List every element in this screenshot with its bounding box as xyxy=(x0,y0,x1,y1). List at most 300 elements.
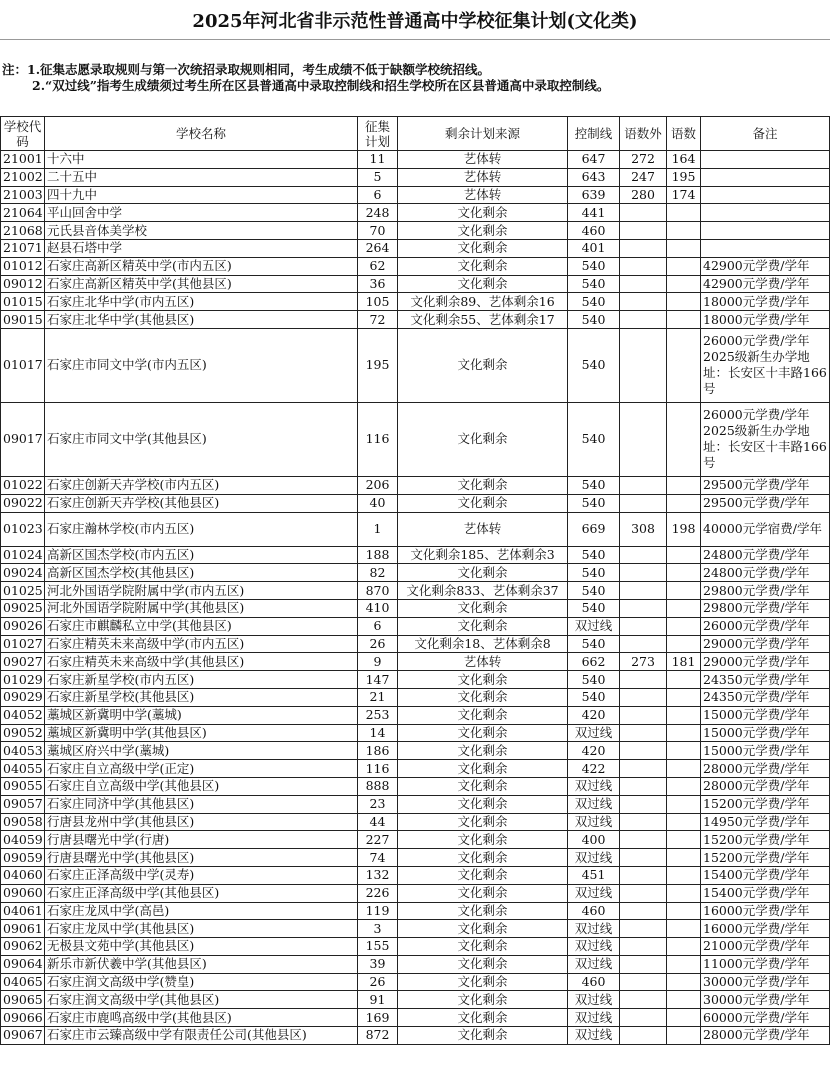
table-row xyxy=(1,831,830,849)
cell-name: 石家庄高新区精英中学(市内五区) xyxy=(45,257,358,275)
cell-plan: 186 xyxy=(358,742,398,760)
cell-outside xyxy=(620,671,667,689)
cell-code: 04061 xyxy=(1,902,45,920)
cell-source: 文化剩余 xyxy=(398,204,568,222)
table-row xyxy=(1,991,830,1009)
cell-source: 文化剩余 xyxy=(398,239,568,257)
cell-source: 文化剩余18、艺体剩余8 xyxy=(398,635,568,653)
plan-table xyxy=(0,116,830,1045)
cell-remark: 29000元学费/学年 xyxy=(701,635,830,653)
cell-plan: 6 xyxy=(358,186,398,204)
cell-code: 09059 xyxy=(1,849,45,867)
cell-code: 04055 xyxy=(1,760,45,778)
cell-chmath xyxy=(667,955,701,973)
cell-control: 422 xyxy=(568,760,620,778)
cell-plan: 74 xyxy=(358,849,398,867)
cell-outside xyxy=(620,582,667,600)
cell-outside: 273 xyxy=(620,653,667,671)
cell-name: 石家庄瀚林学校(市内五区) xyxy=(45,512,358,546)
cell-control: 双过线 xyxy=(568,938,620,956)
cell-remark: 15000元学费/学年 xyxy=(701,724,830,742)
table-row xyxy=(1,617,830,635)
cell-plan: 44 xyxy=(358,813,398,831)
cell-chmath xyxy=(667,494,701,512)
cell-control: 双过线 xyxy=(568,884,620,902)
table-row xyxy=(1,688,830,706)
cell-name: 石家庄市同文中学(市内五区) xyxy=(45,328,358,402)
cell-control: 460 xyxy=(568,973,620,991)
cell-remark: 14950元学费/学年 xyxy=(701,813,830,831)
cell-chmath xyxy=(667,760,701,778)
header-code: 学校代码 xyxy=(1,117,45,151)
header-outside: 语数外 xyxy=(620,117,667,151)
cell-remark: 30000元学费/学年 xyxy=(701,973,830,991)
cell-remark: 28000元学费/学年 xyxy=(701,777,830,795)
cell-remark: 15200元学费/学年 xyxy=(701,795,830,813)
cell-control: 639 xyxy=(568,186,620,204)
cell-name: 石家庄自立高级中学(其他县区) xyxy=(45,777,358,795)
cell-remark: 29800元学费/学年 xyxy=(701,582,830,600)
cell-chmath xyxy=(667,688,701,706)
cell-remark: 15400元学费/学年 xyxy=(701,866,830,884)
cell-name: 石家庄润文高级中学(其他县区) xyxy=(45,991,358,1009)
cell-remark: 42900元学费/学年 xyxy=(701,275,830,293)
cell-plan: 870 xyxy=(358,582,398,600)
cell-remark xyxy=(701,239,830,257)
cell-remark: 29800元学费/学年 xyxy=(701,599,830,617)
cell-source: 文化剩余 xyxy=(398,494,568,512)
cell-source: 文化剩余833、艺体剩余37 xyxy=(398,582,568,600)
cell-source: 文化剩余 xyxy=(398,884,568,902)
cell-control: 540 xyxy=(568,311,620,329)
cell-control: 451 xyxy=(568,866,620,884)
cell-source: 文化剩余 xyxy=(398,955,568,973)
cell-source: 文化剩余 xyxy=(398,1009,568,1027)
cell-name: 行唐县曙光中学(行唐) xyxy=(45,831,358,849)
cell-control: 540 xyxy=(568,293,620,311)
cell-code: 09027 xyxy=(1,653,45,671)
cell-code: 09022 xyxy=(1,494,45,512)
cell-chmath xyxy=(667,311,701,329)
cell-plan: 264 xyxy=(358,239,398,257)
cell-code: 01022 xyxy=(1,476,45,494)
table-row xyxy=(1,476,830,494)
header-remark: 备注 xyxy=(701,117,830,151)
cell-outside xyxy=(620,599,667,617)
table-row xyxy=(1,724,830,742)
table-row xyxy=(1,151,830,169)
cell-plan: 82 xyxy=(358,564,398,582)
table-row xyxy=(1,328,830,402)
cell-chmath xyxy=(667,742,701,760)
cell-chmath: 195 xyxy=(667,168,701,186)
table-row xyxy=(1,813,830,831)
cell-remark: 21000元学费/学年 xyxy=(701,938,830,956)
cell-outside xyxy=(620,795,667,813)
cell-control: 540 xyxy=(568,671,620,689)
cell-plan: 119 xyxy=(358,902,398,920)
cell-source: 文化剩余 xyxy=(398,973,568,991)
table-row xyxy=(1,955,830,973)
table-row xyxy=(1,671,830,689)
cell-control: 420 xyxy=(568,706,620,724)
table-row xyxy=(1,186,830,204)
cell-chmath xyxy=(667,831,701,849)
cell-source: 文化剩余 xyxy=(398,617,568,635)
table-row xyxy=(1,706,830,724)
cell-control: 540 xyxy=(568,494,620,512)
cell-outside xyxy=(620,938,667,956)
cell-plan: 195 xyxy=(358,328,398,402)
title-divider xyxy=(0,39,830,40)
cell-plan: 410 xyxy=(358,599,398,617)
cell-control: 双过线 xyxy=(568,991,620,1009)
cell-source: 文化剩余55、艺体剩余17 xyxy=(398,311,568,329)
cell-source: 文化剩余 xyxy=(398,777,568,795)
cell-chmath xyxy=(667,777,701,795)
table-row xyxy=(1,760,830,778)
cell-chmath xyxy=(667,476,701,494)
cell-source: 文化剩余 xyxy=(398,991,568,1009)
cell-outside xyxy=(620,204,667,222)
cell-chmath xyxy=(667,866,701,884)
cell-code: 04052 xyxy=(1,706,45,724)
header-control: 控制线 xyxy=(568,117,620,151)
cell-remark: 18000元学费/学年 xyxy=(701,311,830,329)
cell-code: 09060 xyxy=(1,884,45,902)
cell-source: 文化剩余 xyxy=(398,849,568,867)
cell-plan: 23 xyxy=(358,795,398,813)
cell-control: 420 xyxy=(568,742,620,760)
table-row xyxy=(1,402,830,476)
cell-chmath xyxy=(667,724,701,742)
cell-remark: 11000元学费/学年 xyxy=(701,955,830,973)
cell-name: 石家庄正泽高级中学(其他县区) xyxy=(45,884,358,902)
cell-chmath xyxy=(667,706,701,724)
cell-source: 文化剩余 xyxy=(398,742,568,760)
cell-plan: 14 xyxy=(358,724,398,742)
cell-remark xyxy=(701,186,830,204)
cell-name: 高新区国杰学校(市内五区) xyxy=(45,546,358,564)
table-row xyxy=(1,938,830,956)
cell-control: 双过线 xyxy=(568,1027,620,1045)
cell-plan: 116 xyxy=(358,402,398,476)
cell-control: 441 xyxy=(568,204,620,222)
cell-outside xyxy=(620,706,667,724)
cell-code: 04065 xyxy=(1,973,45,991)
cell-code: 09055 xyxy=(1,777,45,795)
cell-name: 二十五中 xyxy=(45,168,358,186)
cell-name: 石家庄北华中学(其他县区) xyxy=(45,311,358,329)
cell-outside xyxy=(620,920,667,938)
cell-chmath: 164 xyxy=(667,151,701,169)
cell-code: 01023 xyxy=(1,512,45,546)
cell-chmath xyxy=(667,599,701,617)
cell-code: 09017 xyxy=(1,402,45,476)
cell-name: 四十九中 xyxy=(45,186,358,204)
cell-plan: 1 xyxy=(358,512,398,546)
cell-code: 09026 xyxy=(1,617,45,635)
cell-source: 艺体转 xyxy=(398,186,568,204)
cell-code: 09015 xyxy=(1,311,45,329)
cell-plan: 206 xyxy=(358,476,398,494)
table-row xyxy=(1,902,830,920)
cell-chmath xyxy=(667,546,701,564)
cell-name: 河北外国语学院附属中学(其他县区) xyxy=(45,599,358,617)
cell-chmath xyxy=(667,222,701,240)
cell-plan: 188 xyxy=(358,546,398,564)
cell-name: 元氏县音体美学校 xyxy=(45,222,358,240)
cell-control: 401 xyxy=(568,239,620,257)
cell-plan: 147 xyxy=(358,671,398,689)
cell-code: 21064 xyxy=(1,204,45,222)
notes xyxy=(2,62,828,94)
cell-code: 01015 xyxy=(1,293,45,311)
cell-source: 文化剩余 xyxy=(398,328,568,402)
cell-outside xyxy=(620,293,667,311)
cell-chmath xyxy=(667,204,701,222)
cell-outside xyxy=(620,402,667,476)
cell-plan: 226 xyxy=(358,884,398,902)
cell-control: 双过线 xyxy=(568,813,620,831)
table-row xyxy=(1,742,830,760)
cell-source: 艺体转 xyxy=(398,168,568,186)
cell-control: 540 xyxy=(568,582,620,600)
cell-chmath xyxy=(667,813,701,831)
cell-control: 540 xyxy=(568,688,620,706)
cell-remark: 15200元学费/学年 xyxy=(701,849,830,867)
cell-control: 双过线 xyxy=(568,777,620,795)
cell-name: 藁城区新冀明中学(其他县区) xyxy=(45,724,358,742)
cell-remark: 15000元学费/学年 xyxy=(701,706,830,724)
cell-source: 文化剩余 xyxy=(398,724,568,742)
cell-name: 高新区国杰学校(其他县区) xyxy=(45,564,358,582)
cell-control: 643 xyxy=(568,168,620,186)
table-row xyxy=(1,311,830,329)
cell-name: 石家庄高新区精英中学(其他县区) xyxy=(45,275,358,293)
cell-outside xyxy=(620,813,667,831)
cell-chmath xyxy=(667,1009,701,1027)
cell-source: 文化剩余 xyxy=(398,938,568,956)
cell-name: 石家庄市麒麟私立中学(其他县区) xyxy=(45,617,358,635)
table-row xyxy=(1,635,830,653)
cell-outside xyxy=(620,849,667,867)
note-line-1: 注：1.征集志愿录取规则与第一次统招录取规则相同，考生成绩不低于缺额学校统招线。 xyxy=(2,62,491,77)
table-row xyxy=(1,653,830,671)
cell-plan: 9 xyxy=(358,653,398,671)
cell-plan: 5 xyxy=(358,168,398,186)
cell-remark xyxy=(701,204,830,222)
cell-name: 赵县石塔中学 xyxy=(45,239,358,257)
cell-name: 石家庄精英未来高级中学(其他县区) xyxy=(45,653,358,671)
cell-code: 09012 xyxy=(1,275,45,293)
cell-chmath xyxy=(667,328,701,402)
table-row xyxy=(1,293,830,311)
cell-control: 540 xyxy=(568,635,620,653)
cell-control: 双过线 xyxy=(568,724,620,742)
cell-code: 09062 xyxy=(1,938,45,956)
cell-source: 艺体转 xyxy=(398,653,568,671)
cell-control: 540 xyxy=(568,476,620,494)
table-row xyxy=(1,204,830,222)
note-line-2: 2.“双过线”指考生成绩须过考生所在区县普通高中录取控制线和招生学校所在区县普通高中录取控制线。 xyxy=(32,78,610,93)
table-row xyxy=(1,512,830,546)
cell-source: 文化剩余 xyxy=(398,599,568,617)
cell-code: 01029 xyxy=(1,671,45,689)
cell-code: 21003 xyxy=(1,186,45,204)
cell-source: 文化剩余 xyxy=(398,688,568,706)
cell-source: 艺体转 xyxy=(398,512,568,546)
cell-name: 石家庄新星学校(其他县区) xyxy=(45,688,358,706)
table-row xyxy=(1,494,830,512)
cell-source: 文化剩余185、艺体剩余3 xyxy=(398,546,568,564)
cell-outside xyxy=(620,866,667,884)
table-row xyxy=(1,795,830,813)
cell-control: 460 xyxy=(568,222,620,240)
cell-source: 文化剩余 xyxy=(398,902,568,920)
cell-outside xyxy=(620,955,667,973)
cell-code: 21001 xyxy=(1,151,45,169)
cell-outside xyxy=(620,546,667,564)
table-row xyxy=(1,884,830,902)
cell-code: 09024 xyxy=(1,564,45,582)
cell-outside xyxy=(620,494,667,512)
cell-chmath xyxy=(667,564,701,582)
cell-name: 石家庄同济中学(其他县区) xyxy=(45,795,358,813)
cell-chmath xyxy=(667,582,701,600)
cell-chmath xyxy=(667,617,701,635)
cell-outside xyxy=(620,257,667,275)
cell-chmath: 198 xyxy=(667,512,701,546)
cell-code: 09057 xyxy=(1,795,45,813)
cell-outside xyxy=(620,311,667,329)
cell-outside xyxy=(620,635,667,653)
cell-plan: 26 xyxy=(358,635,398,653)
cell-outside: 308 xyxy=(620,512,667,546)
cell-outside xyxy=(620,777,667,795)
cell-code: 21071 xyxy=(1,239,45,257)
table-header-row xyxy=(1,117,830,151)
cell-remark: 24800元学费/学年 xyxy=(701,546,830,564)
cell-chmath xyxy=(667,1027,701,1045)
cell-remark: 30000元学费/学年 xyxy=(701,991,830,1009)
table-row xyxy=(1,222,830,240)
cell-plan: 248 xyxy=(358,204,398,222)
cell-chmath xyxy=(667,938,701,956)
cell-source: 文化剩余 xyxy=(398,257,568,275)
cell-name: 石家庄创新天卉学校(其他县区) xyxy=(45,494,358,512)
cell-name: 藁城区府兴中学(藁城) xyxy=(45,742,358,760)
cell-code: 01024 xyxy=(1,546,45,564)
cell-plan: 21 xyxy=(358,688,398,706)
cell-name: 无极县文苑中学(其他县区) xyxy=(45,938,358,956)
cell-chmath xyxy=(667,275,701,293)
cell-outside xyxy=(620,742,667,760)
cell-remark: 18000元学费/学年 xyxy=(701,293,830,311)
cell-name: 石家庄市同文中学(其他县区) xyxy=(45,402,358,476)
header-chmath: 语数 xyxy=(667,117,701,151)
cell-name: 新乐市新伏羲中学(其他县区) xyxy=(45,955,358,973)
cell-remark: 42900元学费/学年 xyxy=(701,257,830,275)
cell-name: 石家庄润文高级中学(赞皇) xyxy=(45,973,358,991)
cell-outside xyxy=(620,1027,667,1045)
cell-chmath xyxy=(667,293,701,311)
cell-control: 双过线 xyxy=(568,955,620,973)
cell-control: 双过线 xyxy=(568,1009,620,1027)
cell-outside xyxy=(620,724,667,742)
cell-name: 石家庄新星学校(市内五区) xyxy=(45,671,358,689)
cell-name: 石家庄北华中学(市内五区) xyxy=(45,293,358,311)
cell-remark: 16000元学费/学年 xyxy=(701,902,830,920)
cell-remark: 24350元学费/学年 xyxy=(701,688,830,706)
cell-chmath xyxy=(667,257,701,275)
cell-remark: 26000元学费/学年2025级新生办学地址：长安区十丰路166号 xyxy=(701,328,830,402)
cell-outside: 272 xyxy=(620,151,667,169)
cell-code: 04060 xyxy=(1,866,45,884)
table-row xyxy=(1,849,830,867)
cell-remark xyxy=(701,151,830,169)
cell-source: 文化剩余 xyxy=(398,671,568,689)
cell-remark: 24800元学费/学年 xyxy=(701,564,830,582)
cell-remark: 24350元学费/学年 xyxy=(701,671,830,689)
cell-outside xyxy=(620,902,667,920)
cell-plan: 105 xyxy=(358,293,398,311)
cell-plan: 36 xyxy=(358,275,398,293)
cell-code: 01025 xyxy=(1,582,45,600)
table-row xyxy=(1,599,830,617)
cell-chmath xyxy=(667,973,701,991)
cell-remark: 26000元学费/学年2025级新生办学地址：长安区十丰路166号 xyxy=(701,402,830,476)
cell-source: 文化剩余89、艺体剩余16 xyxy=(398,293,568,311)
table-row xyxy=(1,777,830,795)
cell-name: 石家庄市云臻高级中学有限责任公司(其他县区) xyxy=(45,1027,358,1045)
cell-plan: 872 xyxy=(358,1027,398,1045)
cell-control: 双过线 xyxy=(568,795,620,813)
cell-outside xyxy=(620,1009,667,1027)
cell-code: 09065 xyxy=(1,991,45,1009)
cell-outside xyxy=(620,973,667,991)
cell-code: 09067 xyxy=(1,1027,45,1045)
cell-control: 540 xyxy=(568,402,620,476)
table-row xyxy=(1,257,830,275)
cell-chmath xyxy=(667,795,701,813)
cell-remark: 16000元学费/学年 xyxy=(701,920,830,938)
cell-source: 文化剩余 xyxy=(398,275,568,293)
cell-chmath xyxy=(667,849,701,867)
cell-outside xyxy=(620,617,667,635)
cell-source: 文化剩余 xyxy=(398,920,568,938)
cell-chmath xyxy=(667,671,701,689)
cell-plan: 132 xyxy=(358,866,398,884)
cell-chmath xyxy=(667,239,701,257)
cell-control: 540 xyxy=(568,599,620,617)
cell-outside: 280 xyxy=(620,186,667,204)
cell-plan: 3 xyxy=(358,920,398,938)
cell-plan: 888 xyxy=(358,777,398,795)
table-row xyxy=(1,239,830,257)
cell-outside xyxy=(620,760,667,778)
cell-plan: 227 xyxy=(358,831,398,849)
cell-name: 行唐县曙光中学(其他县区) xyxy=(45,849,358,867)
cell-plan: 26 xyxy=(358,973,398,991)
cell-remark: 15400元学费/学年 xyxy=(701,884,830,902)
cell-remark: 26000元学费/学年 xyxy=(701,617,830,635)
cell-control: 双过线 xyxy=(568,849,620,867)
cell-code: 09052 xyxy=(1,724,45,742)
cell-code: 01012 xyxy=(1,257,45,275)
table-row xyxy=(1,920,830,938)
cell-chmath xyxy=(667,920,701,938)
